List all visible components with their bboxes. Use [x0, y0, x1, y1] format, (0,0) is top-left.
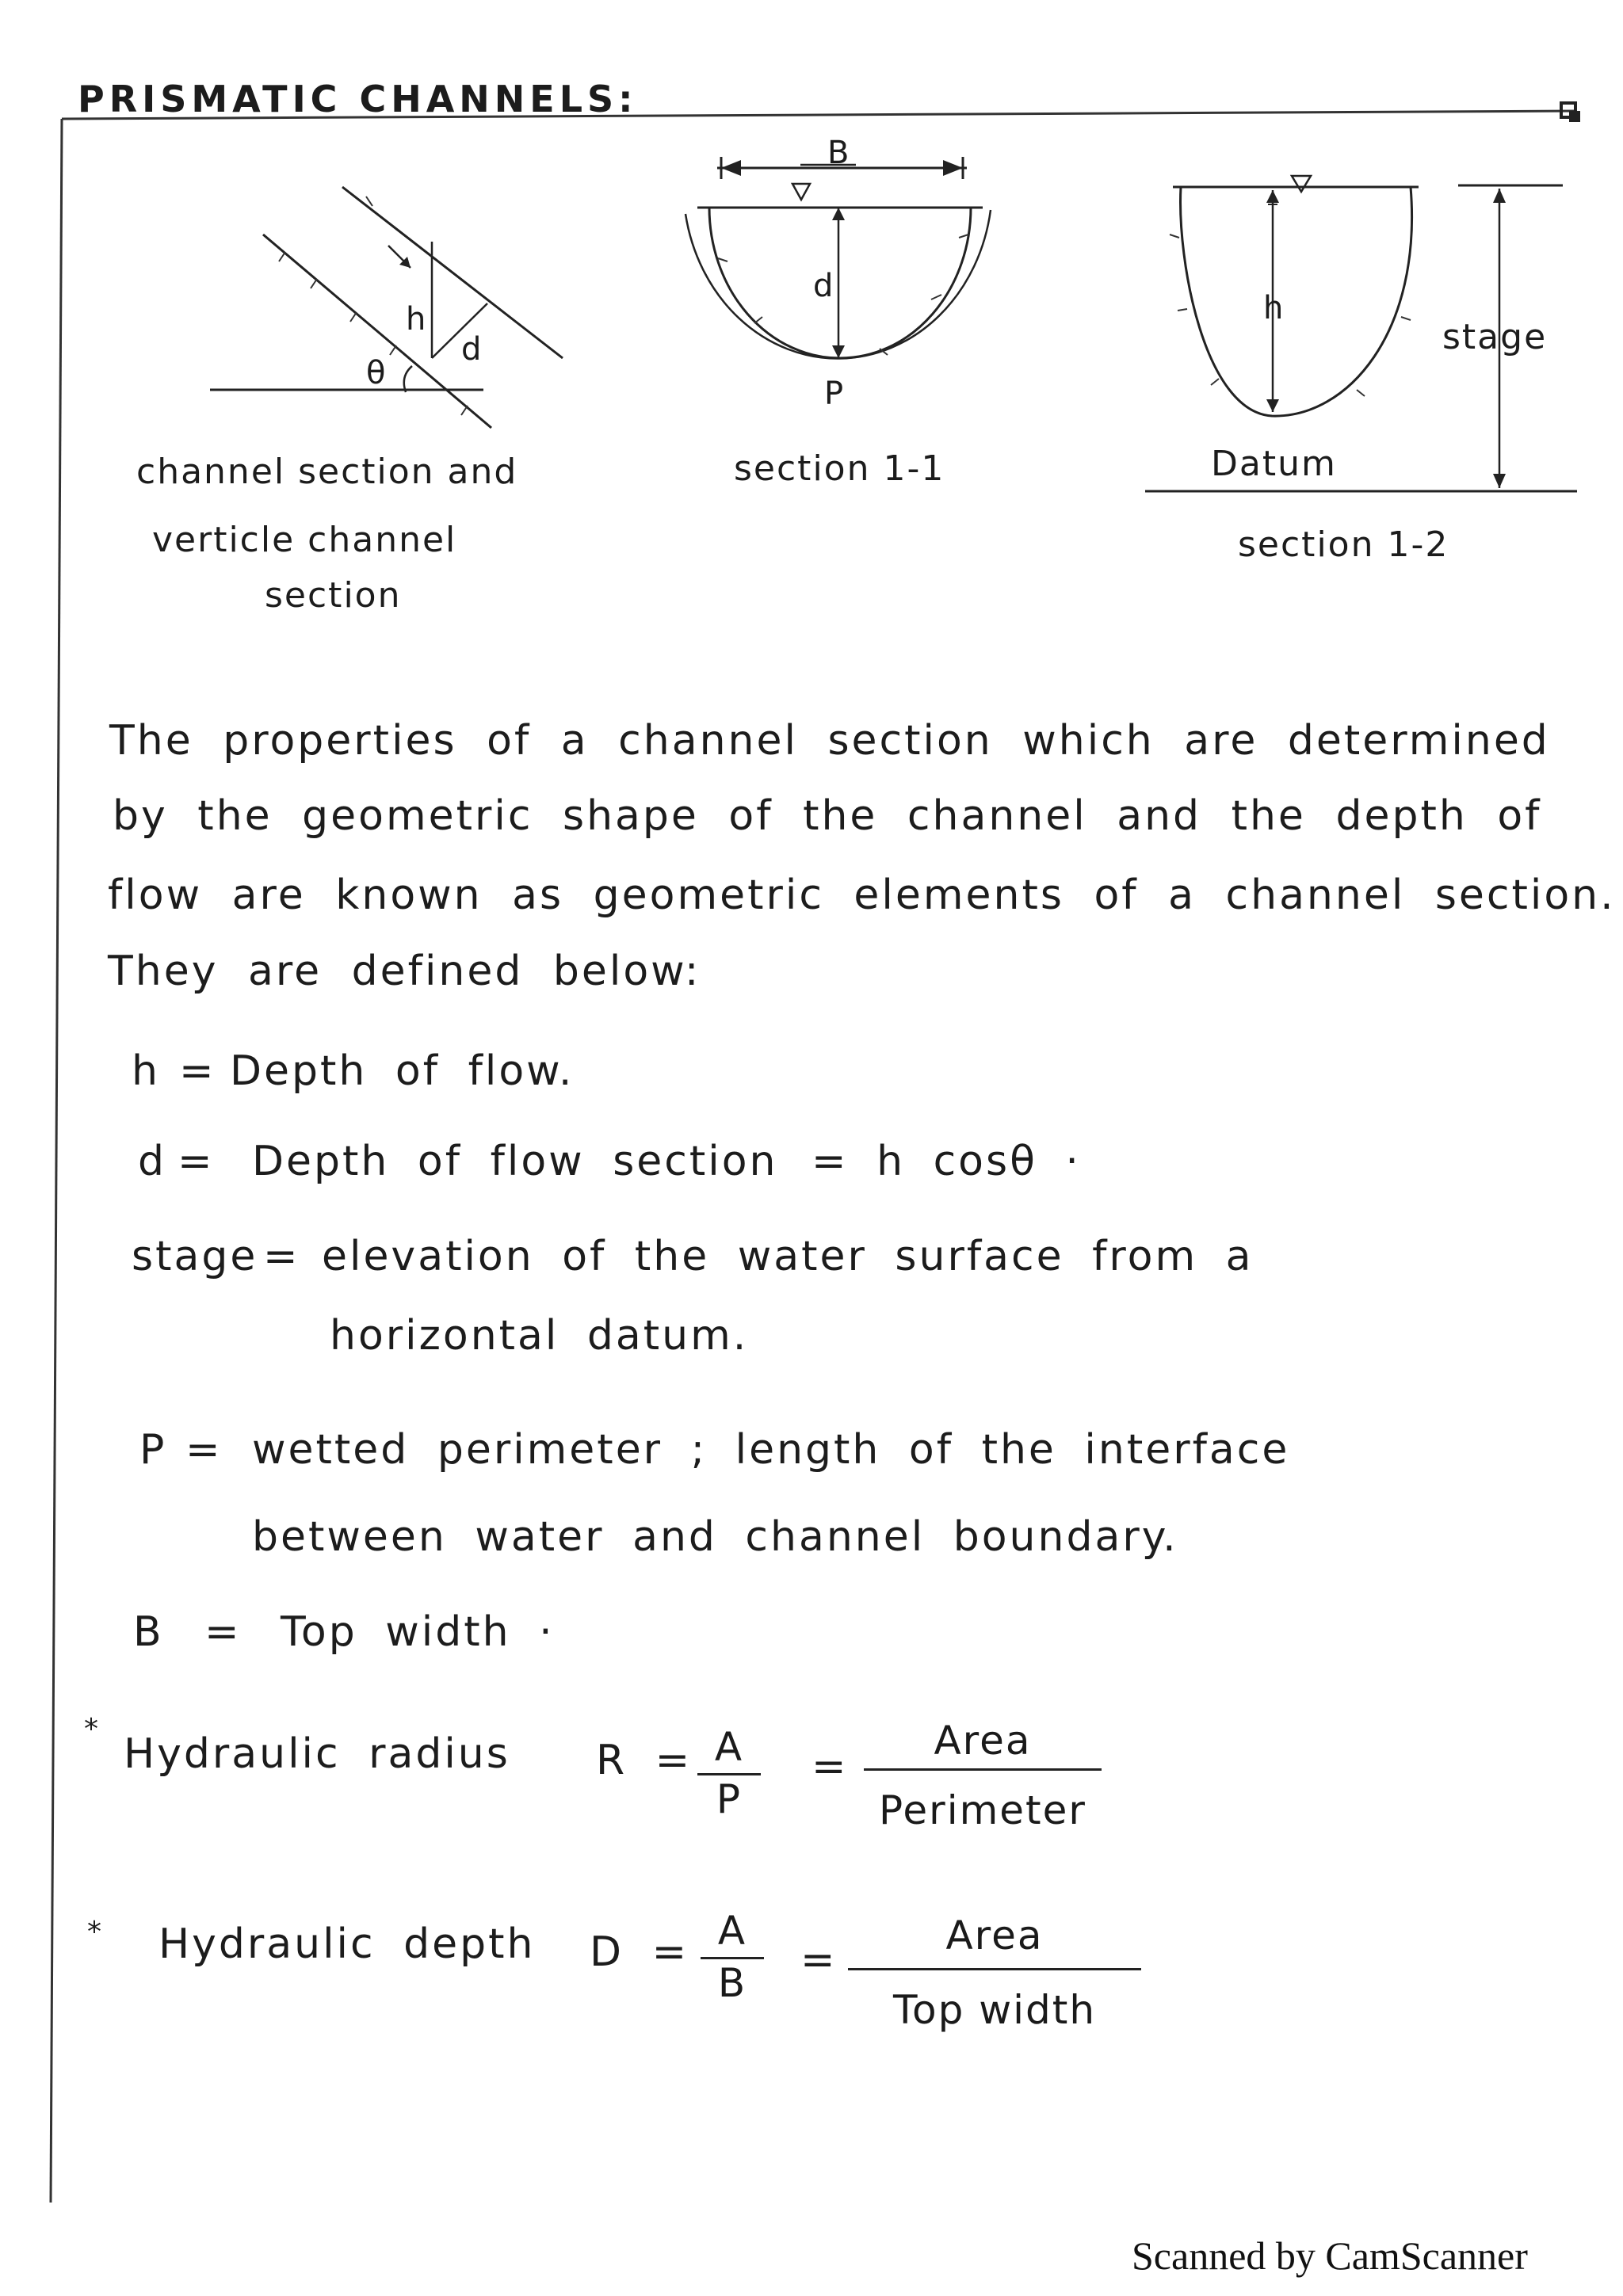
def-stage-symbol: stage	[132, 1233, 258, 1280]
fig2-B-label: B	[827, 135, 850, 171]
intro-line-1: The properties of a channel section which are determined	[109, 717, 1550, 765]
def-d-eq: =	[178, 1138, 215, 1185]
scanner-watermark: Scanned by CamScanner	[1132, 2233, 1528, 2278]
fig1-caption-line2: verticle channel	[152, 520, 457, 560]
hr-lhs: R =	[596, 1737, 693, 1784]
def-P-eq: =	[185, 1426, 223, 1474]
hydraulic-radius-label: Hydraulic radius	[124, 1730, 510, 1778]
def-stage-eq: =	[263, 1233, 300, 1280]
hr-area: Area	[934, 1718, 1032, 1764]
hr-perimeter: Perimeter	[879, 1787, 1086, 1833]
hd-bullet: *	[87, 1916, 104, 1948]
hydraulic-depth-label: Hydraulic depth	[158, 1920, 536, 1968]
hd-numerator: A	[717, 1908, 747, 1954]
fig1-d-label: d	[461, 331, 482, 368]
fig1-h-label: h	[406, 301, 426, 338]
def-h-eq: =	[179, 1047, 216, 1095]
def-stage-text: elevation of the water surface from a	[322, 1233, 1254, 1280]
intro-line-2: by the geometric shape of the channel and the depth of	[113, 792, 1542, 840]
page-title: PRISMATIC CHANNELS:	[78, 78, 638, 120]
intro-line-3: flow are known as geometric elements of a channel section.	[108, 871, 1616, 919]
def-h-symbol: h	[132, 1047, 160, 1095]
hr-denominator: P	[716, 1776, 743, 1822]
fig2-d-label: d	[813, 268, 834, 304]
intro-line-4: They are defined below:	[108, 948, 701, 995]
hd-fraction-bar-2	[848, 1968, 1141, 1970]
def-P-symbol: P	[139, 1426, 167, 1474]
def-B-symbol: B	[133, 1608, 164, 1656]
def-d-formula: = h cosθ ·	[812, 1138, 1081, 1185]
fig3-stage-label: stage	[1442, 317, 1548, 357]
hr-eq2: =	[812, 1743, 849, 1791]
hd-area: Area	[945, 1913, 1044, 1958]
hd-eq2: =	[800, 1936, 838, 1984]
fig1-caption-line3: section	[265, 575, 402, 616]
def-B-eq: =	[204, 1608, 242, 1656]
def-P-text: wetted perimeter ; length of the interface	[252, 1426, 1290, 1474]
fig2-caption: section 1-1	[734, 448, 945, 489]
fig1-caption-line1: channel section and	[136, 452, 518, 492]
def-B-text: Top width ·	[281, 1608, 555, 1656]
hr-fraction-bar	[697, 1773, 761, 1775]
def-d-text: Depth of flow section	[252, 1138, 778, 1185]
def-d-symbol: d	[138, 1138, 167, 1185]
hd-denominator: B	[717, 1960, 747, 2006]
fig3-datum-label: Datum	[1211, 444, 1337, 484]
def-h-text: Depth of flow.	[230, 1047, 575, 1095]
hd-fraction-bar	[701, 1957, 764, 1959]
fig3-caption: section 1-2	[1238, 524, 1449, 565]
fig3-h-label: h	[1263, 290, 1284, 326]
fig2-P-label: P	[824, 376, 844, 412]
hr-bullet: *	[84, 1713, 101, 1745]
fig1-theta-label: θ	[366, 355, 386, 391]
hr-numerator: A	[714, 1724, 744, 1770]
hd-lhs: D =	[590, 1928, 689, 1976]
hd-top-width: Top width	[892, 1987, 1097, 2033]
hr-fraction-bar-2	[864, 1768, 1102, 1771]
def-stage-text2: horizontal datum.	[330, 1312, 749, 1360]
def-P-text2: between water and channel boundary.	[252, 1513, 1178, 1561]
